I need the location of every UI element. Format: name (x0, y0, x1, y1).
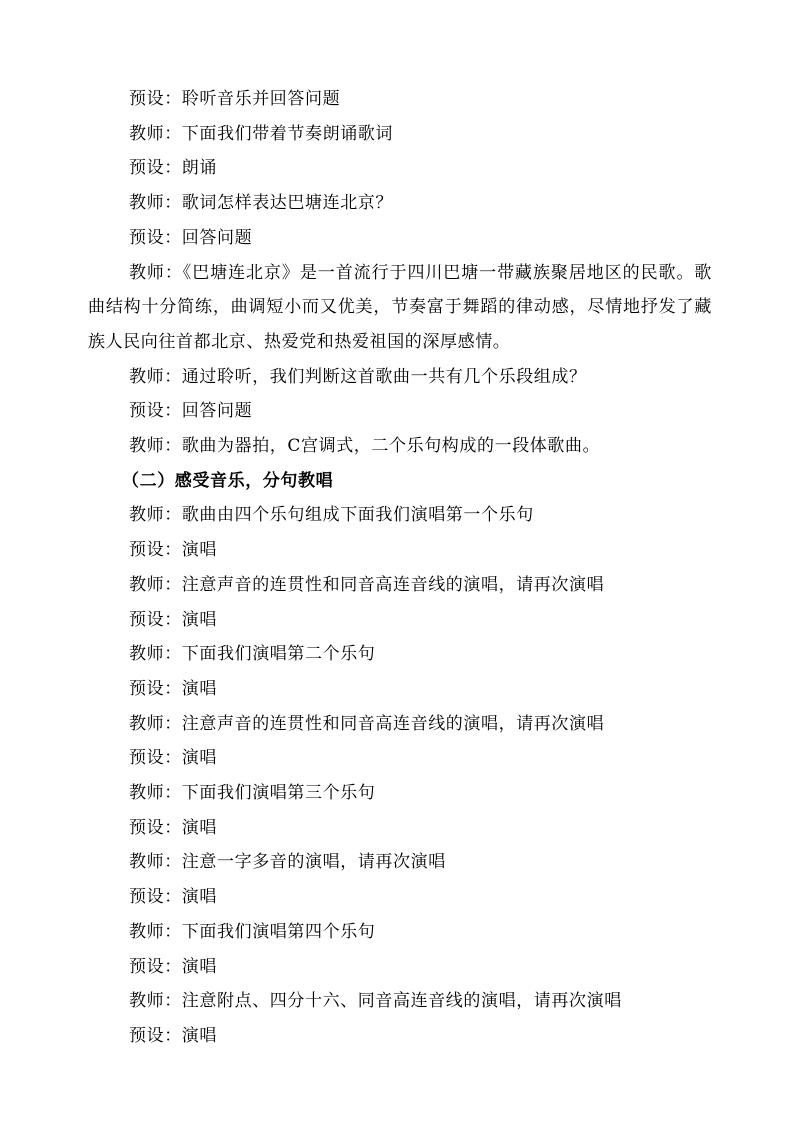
dialogue-line: 教师：歌词怎样表达巴塘连北京？ (129, 193, 393, 214)
dialogue-line: 预设：聆听音乐并回答问题 (129, 89, 341, 109)
dialogue-line: 教师：下面我们带着节奏朗诵歌词 (129, 123, 393, 144)
dialogue-line: 预设：演唱 (129, 748, 217, 769)
dialogue-line: 预设：回答问题 (129, 227, 253, 248)
dialogue-line: 教师：注意声音的连贯性和同音高连音线的演唱，请再次演唱 (129, 574, 605, 595)
dialogue-line: 教师：注意附点、四分十六、同音高连音线的演唱，请再次演唱 (129, 991, 622, 1012)
dialogue-line: 教师：歌曲由四个乐句组成下面我们演唱第一个乐句 (129, 505, 534, 526)
dialogue-line: 预设：回答问题 (129, 401, 253, 422)
dialogue-line: 预设：演唱 (129, 609, 217, 630)
dialogue-line: 教师：注意声音的连贯性和同音高连音线的演唱，请再次演唱 (129, 713, 605, 734)
dialogue-line: 预设：演唱 (129, 887, 217, 908)
dialogue-line: 教师：下面我们演唱第二个乐句 (129, 644, 376, 665)
dialogue-line: 预设：演唱 (129, 956, 217, 977)
dialogue-line: 教师：下面我们演唱第四个乐句 (129, 921, 376, 942)
dialogue-line: 教师：下面我们演唱第三个乐句 (129, 783, 376, 804)
dialogue-line: 预设：演唱 (129, 817, 217, 838)
dialogue-line: 预设：演唱 (129, 540, 217, 561)
section-heading: （二）感受音乐，分句教唱 (122, 470, 334, 491)
dialogue-line: 预设：演唱 (129, 678, 217, 699)
dialogue-line: 教师：歌曲为器拍，C宫调式，二个乐句构成的一段体歌曲。 (129, 436, 601, 457)
dialogue-line: 预设：朗诵 (129, 158, 217, 179)
dialogue-line: 教师：通过聆听，我们判断这首歌曲一共有几个乐段组成？ (129, 366, 587, 387)
document-body (88, 82, 712, 1054)
song-description-paragraph: 教师：《巴塘连北京》是一首流行于四川巴塘一带藏族聚居地区的民歌。歌曲结构十分简练，曲调短小而又优美，节奏富于舞蹈的律动感，尽情地抒发了藏族人民向往首都北京、热爱党和热爱祖国的深厚感情。 (88, 262, 712, 352)
dialogue-line: 教师：注意一字多音的演唱，请再次演唱 (129, 852, 446, 873)
dialogue-line: 预设：演唱 (129, 1025, 217, 1046)
